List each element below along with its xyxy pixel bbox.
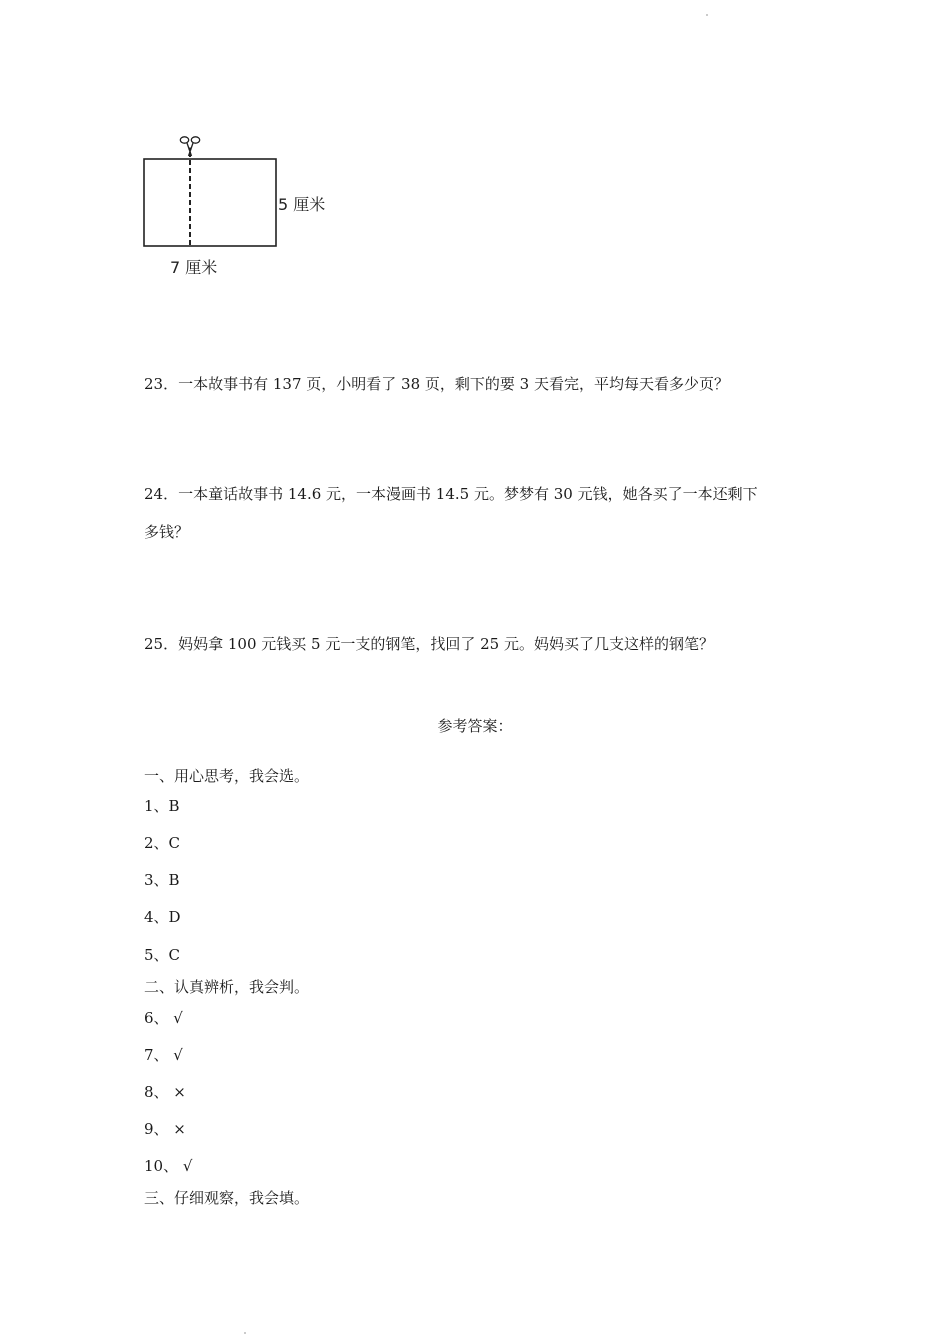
scan-dot — [706, 14, 708, 16]
question-24-line2: 多钱？ — [144, 523, 190, 541]
width-label: 7 厘米 — [170, 258, 218, 277]
question-23: 23．一本故事书有 137 页，小明看了 38 页，剩下的要 3 天看完，平均每天看多少页？ — [144, 375, 729, 393]
question-25: 25．妈妈拿 100 元钱买 5 元一支的钢笔，找回了 25 元。妈妈买了几支这样的钢笔？ — [144, 635, 714, 653]
section-heading-3: 三、仔细观察，我会填。 — [144, 1189, 310, 1207]
scissors-icon — [180, 137, 199, 156]
answer-item: 10、 √ — [144, 1157, 193, 1175]
answer-item: 5、C — [144, 946, 181, 964]
answer-item: 6、 √ — [144, 1009, 183, 1027]
answer-item: 2、C — [144, 834, 181, 852]
answers-title: 参考答案： — [437, 717, 513, 735]
answer-item: 1、B — [144, 797, 180, 815]
section-heading-1: 一、用心思考，我会选。 — [144, 767, 310, 785]
question-24-line1: 24．一本童话故事书 14.6 元，一本漫画书 14.5 元。梦梦有 30 元钱，她各买了一本还剩下 — [144, 485, 758, 503]
section-heading-2: 二、认真辨析，我会判。 — [144, 978, 310, 996]
answer-item: 4、D — [144, 908, 181, 926]
height-label: 5 厘米 — [278, 195, 326, 214]
paper-rectangle — [144, 159, 276, 246]
answer-item: 7、 √ — [144, 1046, 183, 1064]
scan-dot — [244, 1332, 246, 1334]
answer-item: 9、 × — [144, 1120, 186, 1138]
answer-item: 8、 × — [144, 1083, 186, 1101]
answer-item: 3、B — [144, 871, 180, 889]
